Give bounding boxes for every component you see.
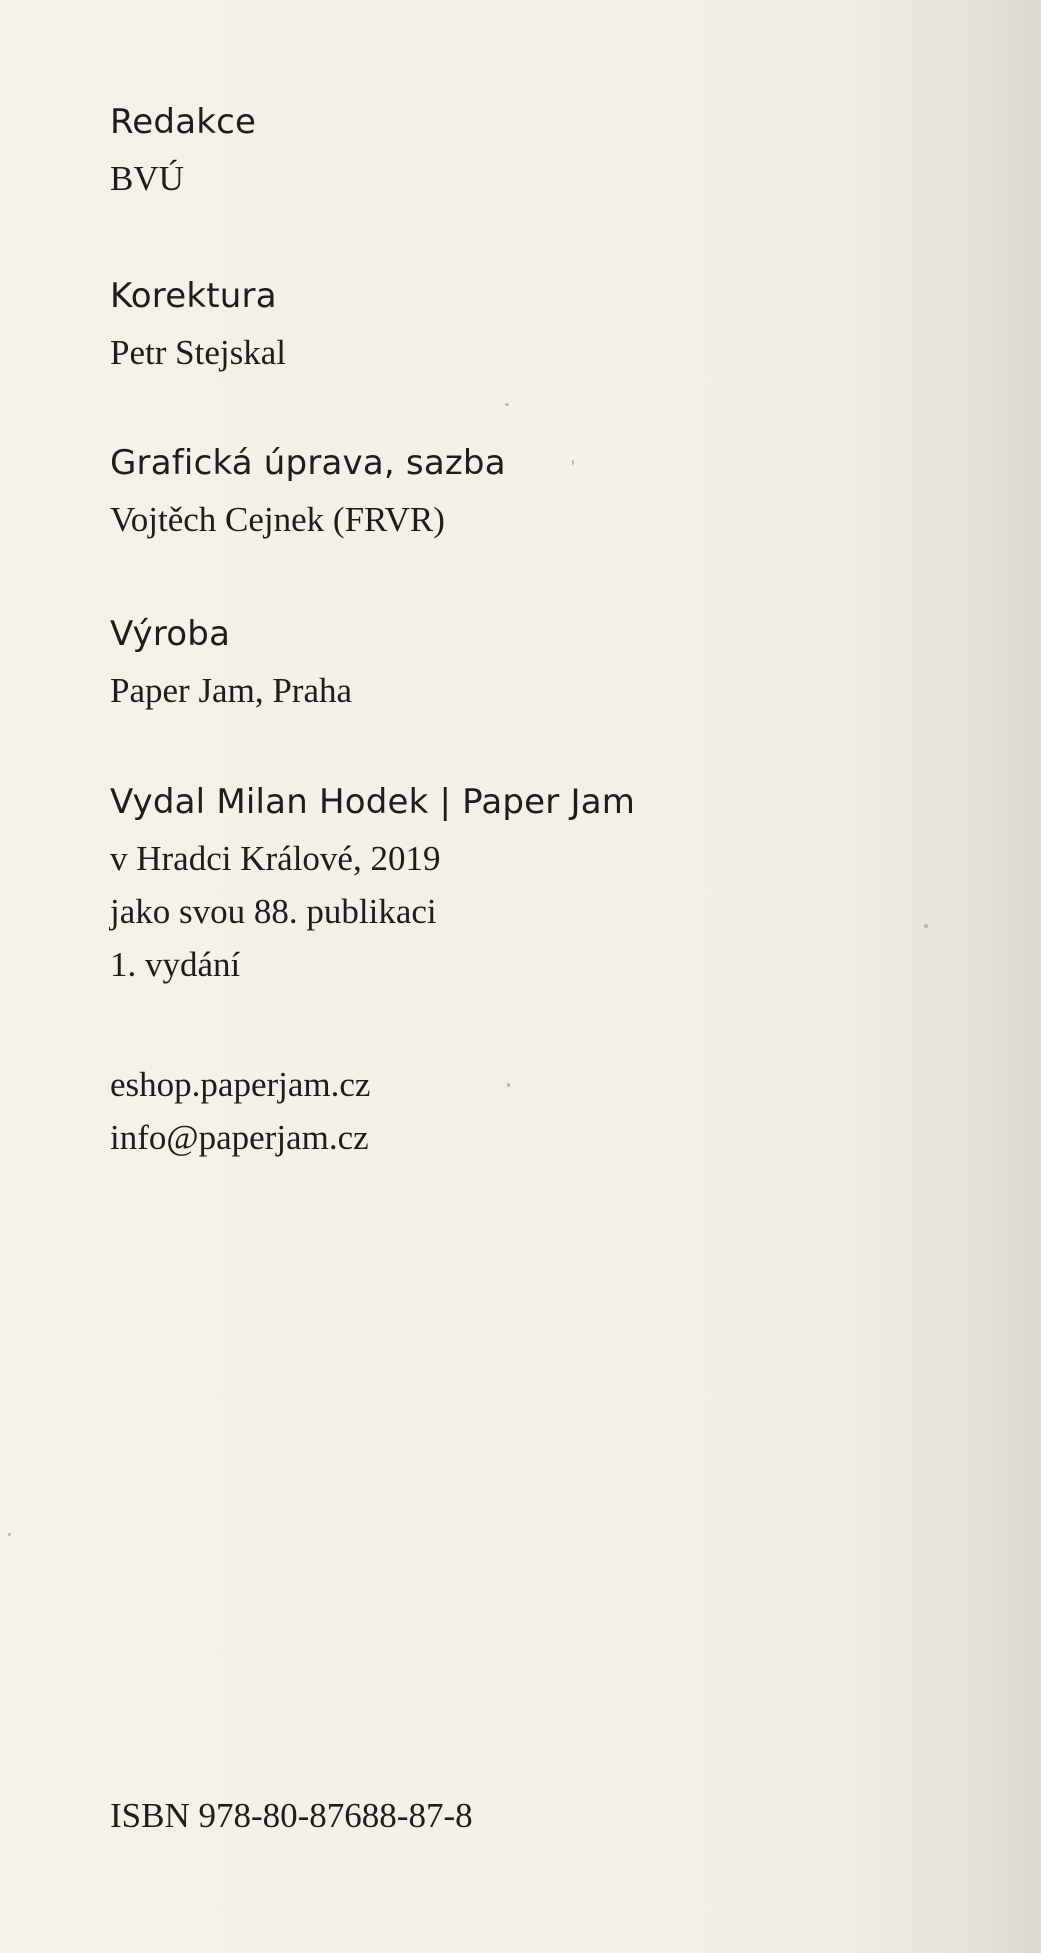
vyroba-value: Paper Jam, Praha <box>110 671 353 710</box>
korektura-label: Korektura <box>110 276 277 316</box>
paper-speck <box>8 1533 11 1536</box>
redakce-label: Redakce <box>110 102 257 142</box>
graficka-value: Vojtěch Cejnek (FRVR) <box>110 500 445 539</box>
isbn-text: ISBN 978-80-87688-87-8 <box>110 1796 473 1835</box>
vydal-section <box>110 780 635 991</box>
korektura-section <box>110 274 286 379</box>
contact-section <box>110 1058 370 1164</box>
email-link[interactable]: info@paperjam.cz <box>110 1118 369 1157</box>
paper-speck <box>507 1083 510 1087</box>
paper-speck <box>572 460 574 465</box>
paper-speck <box>924 924 928 928</box>
paper-speck <box>505 403 509 406</box>
eshop-link[interactable]: eshop.paperjam.cz <box>110 1065 371 1104</box>
vyroba-label: Výroba <box>110 614 231 654</box>
vyroba-section <box>110 612 352 717</box>
korektura-value: Petr Stejskal <box>110 333 286 372</box>
graficka-section <box>110 441 506 546</box>
vydal-line: v Hradci Králové, 2019 <box>110 839 441 878</box>
isbn-section <box>110 1789 473 1842</box>
redakce-section <box>110 100 256 205</box>
redakce-value: BVÚ <box>110 159 184 198</box>
graficka-label: Grafická úprava, sazba <box>110 443 506 483</box>
vydal-line: jako svou 88. publikaci <box>110 892 437 931</box>
vydal-label: Vydal Milan Hodek | Paper Jam <box>110 782 636 822</box>
vydal-line: 1. vydání <box>110 945 241 984</box>
